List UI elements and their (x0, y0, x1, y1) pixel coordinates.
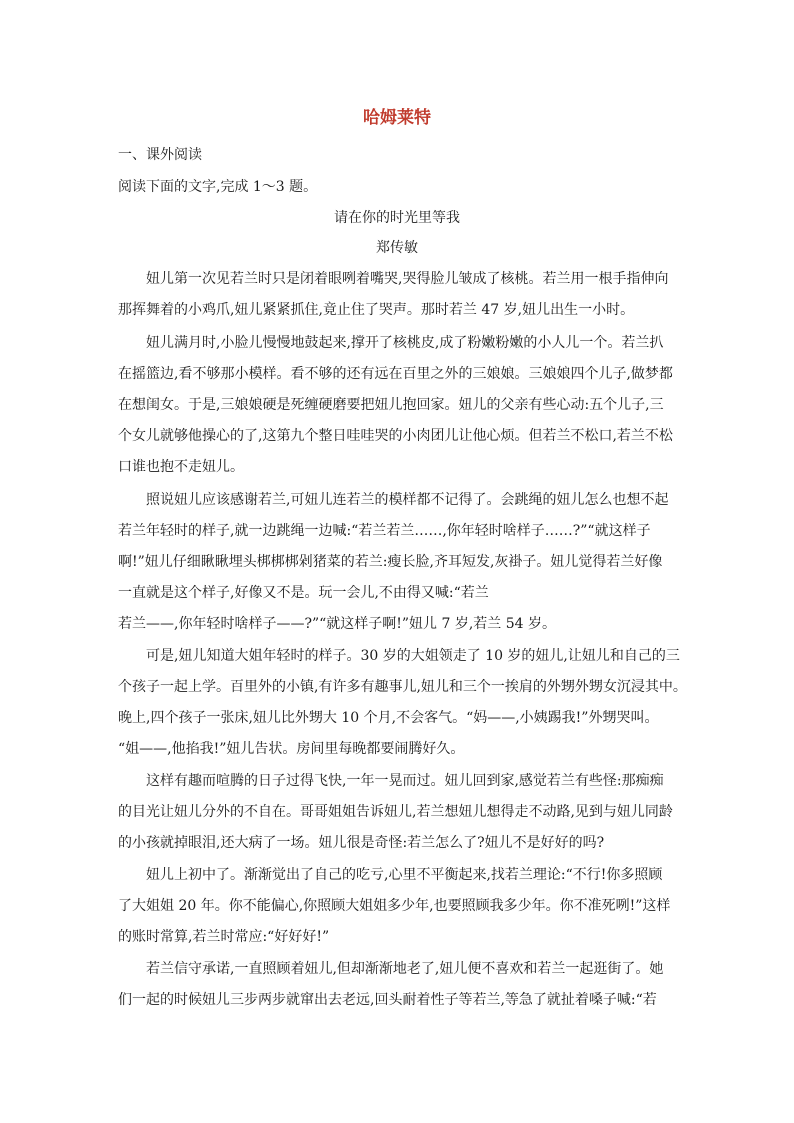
paragraph-line: 口谁也抱不走妞儿。 (118, 459, 244, 475)
document-title: 哈姆莱特 (363, 108, 431, 128)
instruction-text: 阅读下面的文字,完成 1～3 题。 (118, 179, 318, 195)
paragraph-line: 若兰——,你年轻时啥样子——?”“就这样子啊!”妞儿 7 岁,若兰 54 岁。 (118, 616, 557, 632)
paragraph-line: “姐——,他掐我!”妞儿告状。房间里每晚都要闹腾好久。 (118, 741, 465, 757)
article-title: 请在你的时光里等我 (334, 210, 460, 226)
paragraph-line: 晚上,四个孩子一张床,妞儿比外甥大 10 个月,不会客气。“妈——,小姨踢我!”外甥哭叫。 (118, 710, 659, 726)
paragraph-line: 可是,妞儿知道大姐年轻时的样子。30 岁的大姐领走了 10 岁的妞儿,让妞儿和自己的三 (146, 648, 680, 664)
paragraph-line: 在摇篮边,看不够那小模样。看不够的还有远在百里之外的三娘娘。三娘娘四个儿子,做梦都 (118, 366, 673, 382)
paragraph-line: 若兰年轻时的样子,就一边跳绳一边喊:“若兰若兰……,你年轻时啥样子……?”“就这样子 (118, 523, 651, 539)
paragraph-line: 妞儿上初中了。渐渐觉出了自己的吃亏,心里不平衡起来,找若兰理论:“不行!你多照顾 (146, 867, 663, 883)
paragraph-line: 个孩子一起上学。百里外的小镇,有许多有趣事儿,妞儿和三个一挨肩的外甥外甥女沉浸其中。 (118, 679, 687, 695)
paragraph-line: 的目光让妞儿分外的不自在。哥哥姐姐告诉妞儿,若兰想妞儿想得走不动路,见到与妞儿同龄 (118, 804, 673, 820)
paragraph-line: 啊!”妞儿仔细瞅瞅埋头梆梆梆剁猪菜的若兰:瘦长脸,齐耳短发,灰褂子。妞儿觉得若兰好像 (118, 554, 663, 570)
paragraph-line: 们一起的时候妞儿三步两步就窜出去老远,回头耐着性子等若兰,等急了就扯着嗓子喊:“若 (118, 992, 657, 1008)
paragraph-line: 妞儿第一次见若兰时只是闭着眼咧着嘴哭,哭得脸儿皱成了核桃。若兰用一根手指伸向 (146, 271, 669, 287)
paragraph-line: 个女儿就够他操心的了,这第九个整日哇哇哭的小肉团儿让他心烦。但若兰不松口,若兰不松 (118, 428, 673, 444)
article-author: 郑传敏 (376, 240, 418, 256)
paragraph-line: 的小孩就掉眼泪,还大病了一场。妞儿很是奇怪:若兰怎么了?妞儿不是好好的吗? (118, 835, 605, 851)
paragraph-line: 的账时常算,若兰时常应:“好好好!” (118, 929, 330, 945)
paragraph-line: 若兰信守承诺,一直照顾着妞儿,但却渐渐地老了,妞儿便不喜欢和若兰一起逛街了。她 (146, 961, 664, 977)
paragraph-line: 那挥舞着的小鸡爪,妞儿紧紧抓住,竟止住了哭声。那时若兰 47 岁,妞儿出生一小时。 (118, 302, 635, 318)
paragraph-line: 在想闺女。于是,三娘娘硬是死缠硬磨要把妞儿抱回家。妞儿的父亲有些心动:五个儿子,三 (118, 397, 664, 413)
section-heading: 一、课外阅读 (118, 147, 202, 163)
paragraph-line: 妞儿满月时,小脸儿慢慢地鼓起来,撑开了核桃皮,成了粉嫩粉嫩的小人儿一个。若兰扒 (146, 335, 664, 351)
paragraph-line: 这样有趣而喧腾的日子过得飞快,一年一晃而过。妞儿回到家,感觉若兰有些怪:那痴痴 (146, 773, 664, 789)
paragraph-line: 一直就是这个样子,好像又不是。玩一会儿,不由得又喊:“若兰 (118, 585, 489, 601)
paragraph-line: 照说妞儿应该感谢若兰,可妞儿连若兰的模样都不记得了。会跳绳的妞儿怎么也想不起 (146, 492, 669, 508)
paragraph-line: 了大姐姐 20 年。你不能偏心,你照顾大姐姐多少年,也要照顾我多少年。你不准死咧!”这样 (118, 898, 671, 914)
